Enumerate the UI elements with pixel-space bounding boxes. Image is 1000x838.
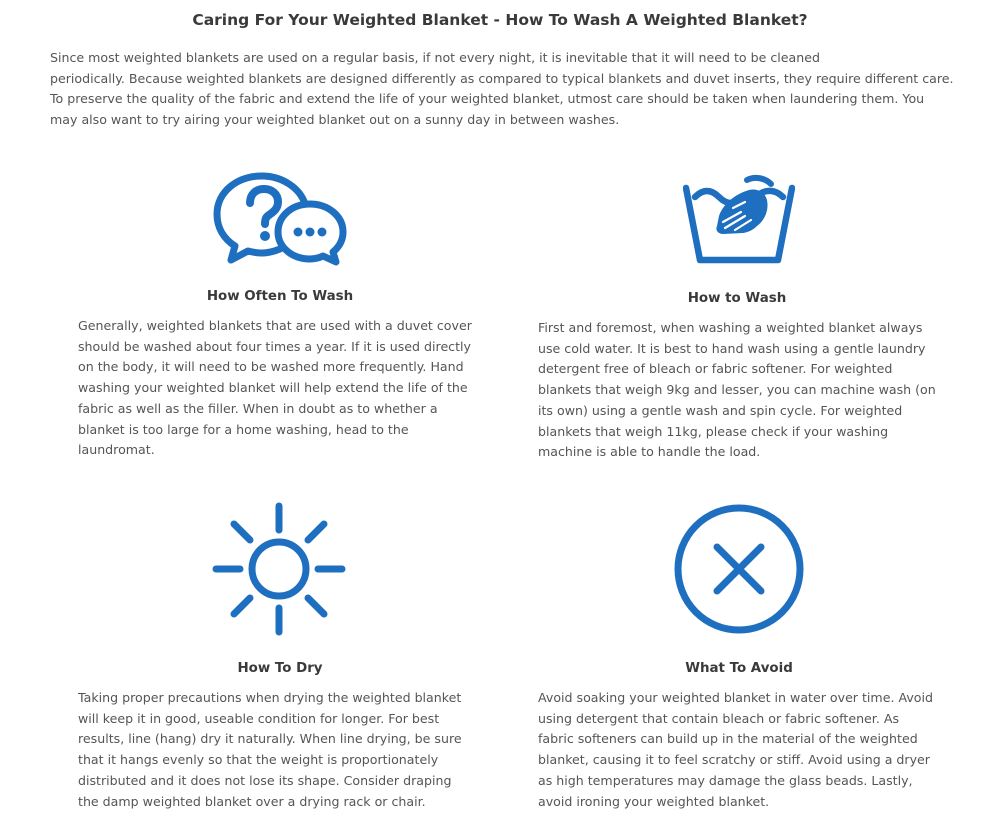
section-text-how-often — [78, 316, 472, 461]
question-chat-icon — [212, 170, 348, 266]
text-line: as high temperatures may damage the glass beads. Lastly, — [538, 772, 913, 788]
intro-line: Since most weighted blankets are used on a regular basis, if not every night, it is inevitable that it will need to be cleaned — [50, 50, 820, 65]
text-line: fabric softeners can build up in the material of the weighted — [538, 731, 918, 747]
section-text-how-to-dry — [78, 688, 462, 812]
text-line: use cold water. It is best to hand wash using a gentle laundry — [538, 340, 926, 356]
hand-wash-icon — [683, 172, 795, 264]
section-heading-how-often: How Often To Wash — [206, 289, 354, 304]
text-line: Generally, weighted blankets that are used with a duvet cover — [78, 318, 472, 333]
text-line: results, line (hang) dry it naturally. When line drying, be sure — [78, 731, 462, 747]
text-line: blankets that weigh 9kg and lesser, you can machine wash (on — [538, 382, 936, 398]
text-line: washing your weighted blanket will help extend the life of the — [78, 380, 468, 396]
text-line: its own) using a gentle wash and spin cycle. For weighted — [538, 402, 903, 418]
intro-line: To preserve the quality of the fabric and extend the life of your weighted blanket, utmost care should be taken when laundering them. You — [50, 91, 925, 107]
intro-line: may also want to try airing your weighted blanket out on a sunny day in between washes. — [50, 111, 620, 127]
text-line: fabric as well as the filler. When in doubt as to whether a — [78, 400, 438, 416]
text-line: Taking proper precautions when drying the weighted blanket — [78, 690, 462, 705]
section-heading-how-to-wash: How to Wash — [687, 291, 787, 306]
text-line: machine is able to handle the load. — [538, 444, 761, 460]
text-line: will keep it in good, useable condition for longer. For best — [78, 710, 440, 726]
text-line: should be washed about four times a year. If it is used directly — [78, 338, 472, 354]
section-text-how-to-wash — [538, 318, 936, 463]
text-line: Avoid soaking your weighted blanket in water over time. Avoid — [538, 690, 933, 705]
section-heading-how-to-dry: How To Dry — [237, 661, 323, 676]
x-circle-icon — [672, 502, 806, 636]
section-heading-what-to-avoid: What To Avoid — [685, 661, 793, 676]
text-line: that it hangs evenly so that the weight is proportionately — [78, 752, 439, 768]
section-text-what-to-avoid — [538, 688, 933, 812]
text-line: avoid ironing your weighted blanket. — [538, 793, 770, 809]
sun-icon — [212, 502, 346, 636]
text-line: blanket is too large for a home washing, head to the — [78, 421, 409, 437]
text-line: First and foremost, when washing a weighted blanket always — [538, 320, 923, 335]
text-line: blankets that weigh 11kg, please check if your washing — [538, 423, 889, 439]
text-line: blanket, causing it to feel scratchy or stiff. Avoid using a dryer — [538, 752, 930, 768]
text-line: on the body, it will need to be washed more frequently. Hand — [78, 359, 464, 375]
intro-line: periodically. Because weighted blankets are designed differently as compared to typical blankets and duvet inserts, they require different care. — [50, 70, 954, 86]
page-title: Caring For Your Weighted Blanket - How To Wash A Weighted Blanket? — [192, 11, 808, 29]
text-line: the damp weighted blanket over a drying rack or chair. — [78, 793, 426, 809]
text-line: laundromat. — [78, 442, 155, 458]
text-line: using detergent that contain bleach or fabric softener. As — [538, 710, 899, 726]
text-line: detergent free of bleach or fabric softener. For weighted — [538, 361, 893, 377]
intro-paragraph — [50, 48, 970, 130]
text-line: distributed and it does not lose its shape. Consider draping — [78, 772, 452, 788]
